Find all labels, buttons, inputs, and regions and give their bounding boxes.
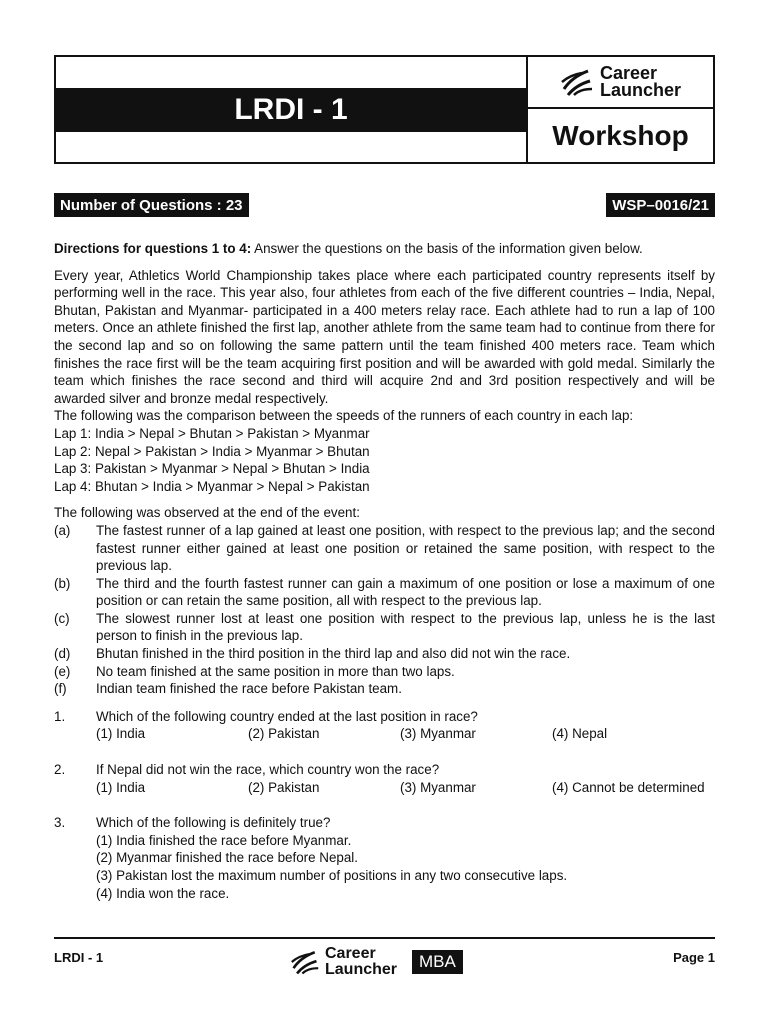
observation-item — [54, 645, 715, 663]
option: (1) India — [96, 779, 146, 795]
observation-label: (b) — [54, 575, 71, 591]
lap-line: Lap 2: Nepal > Pakistan > India > Myanmar > Bhutan — [54, 443, 370, 459]
footer-doc-title: LRDI - 1 — [54, 950, 104, 965]
observation-label: (e) — [54, 663, 71, 679]
observation-label: (d) — [54, 646, 71, 662]
question-1 — [54, 708, 715, 743]
brand-line-2: Launcher — [325, 961, 398, 978]
passage: Every year, Athletics World Championship takes place where each participated country represents itself by performing well in the race. This year also, four athletes from each of the five different countries – India, Nepal, Bhutan, Pakistan and Myanmar- participated in a 400 meters relay race. Each athlete had to run a lap of 100 meters. Once an athlete finished the first lap, another athlete from the same team had to continue from there for the second lap and so on following the same pattern until the team finished 400 meters race. Team which finishes the race first will be the team acquiring first position and will be awarded with gold medal. Similarly the team which finishes the race second and third will acquire 2nd and 3rd position respectively and will be awarded silver and bronze medal respectively. — [54, 267, 715, 406]
swoosh-logo-icon — [560, 67, 594, 97]
lap-line: Lap 4: Bhutan > India > Myanmar > Nepal > Pakistan — [54, 478, 370, 494]
observation-label: (f) — [54, 681, 67, 697]
footer-logo — [290, 946, 463, 978]
option: (2) Pakistan — [248, 726, 320, 742]
brand-line-1: Career — [325, 945, 376, 962]
option: (1) India — [96, 726, 146, 742]
lap-line: Lap 1: India > Nepal > Bhutan > Pakistan > Myanmar — [54, 425, 370, 441]
observation-item — [54, 663, 715, 681]
brand-line-2: Launcher — [599, 80, 682, 100]
career-launcher-logo — [528, 57, 713, 109]
header-brand-cell — [528, 57, 713, 162]
observation-item — [54, 610, 715, 645]
question-text: If Nepal did not win the race, which country won the race? — [96, 762, 440, 778]
question-3 — [54, 814, 715, 902]
observation-item — [54, 522, 715, 575]
option: (4) Nepal — [552, 726, 608, 742]
question-number: 2. — [54, 762, 66, 778]
page-header — [54, 55, 715, 164]
document-code-badge: WSP–0016/21 — [606, 193, 715, 217]
directions — [54, 240, 715, 258]
option: (1) India finished the race before Myanmar. — [96, 832, 352, 848]
directions-text: Answer the questions on the basis of the information given below. — [251, 241, 643, 256]
question-text: Which of the following country ended at the last position in race? — [96, 708, 478, 724]
page-number: Page 1 — [673, 950, 715, 965]
question-text: Which of the following is definitely true? — [96, 815, 331, 831]
observation-text: The third and the fourth fastest runner can gain a maximum of one position or lose a maximum of one position or can retain the same position, all with respect to the previous lap. — [96, 575, 715, 609]
observation-label: (a) — [54, 522, 71, 538]
option: (3) Myanmar — [400, 779, 476, 795]
footer-divider — [54, 937, 715, 939]
option: (4) Cannot be determined — [552, 779, 705, 795]
question-number: 3. — [54, 815, 66, 831]
brand-line-1: Career — [599, 63, 658, 83]
observation-item — [54, 575, 715, 610]
option: (3) Myanmar — [400, 726, 476, 742]
option: (2) Myanmar finished the race before Nepal. — [96, 850, 358, 866]
observation-item — [54, 680, 715, 698]
directions-lead: Directions for questions 1 to 4: — [54, 241, 252, 256]
observation-label: (c) — [54, 610, 70, 626]
questions-count-badge: Number of Questions : 23 — [54, 193, 249, 217]
observed-intro: The following was observed at the end of the event: — [54, 505, 360, 521]
question-2 — [54, 761, 715, 796]
observation-text: The slowest runner lost at least one position with respect to the previous lap, unless he is the last person to finish in the previous lap. — [96, 610, 715, 644]
swoosh-logo-icon — [290, 948, 320, 976]
option: (4) India won the race. — [96, 885, 230, 901]
workshop-label: Workshop — [552, 119, 689, 151]
main-content — [54, 240, 715, 902]
lap-line: Lap 3: Pakistan > Myanmar > Nepal > Bhutan > India — [54, 461, 370, 477]
document-title: LRDI - 1 — [56, 88, 526, 132]
observation-text: No team finished at the same position in more than two laps. — [96, 663, 455, 679]
option: (2) Pakistan — [248, 779, 320, 795]
option: (3) Pakistan lost the maximum number of positions in any two consecutive laps. — [96, 868, 568, 883]
observation-text: The fastest runner of a lap gained at least one position, with respect to the previous lap; and the second fastest runner either gained at least one position or retained the same position, with respect to the previous lap. — [96, 522, 715, 574]
observation-text: Bhutan finished in the third position in the third lap and also did not win the race. — [96, 646, 571, 662]
header-title-cell — [56, 57, 528, 162]
question-number: 1. — [54, 708, 66, 724]
mba-badge: MBA — [412, 950, 463, 974]
comparison-intro: The following was the comparison between the speeds of the runners of each country in each lap: — [54, 408, 634, 424]
observation-text: Indian team finished the race before Pakistan team. — [96, 681, 402, 697]
